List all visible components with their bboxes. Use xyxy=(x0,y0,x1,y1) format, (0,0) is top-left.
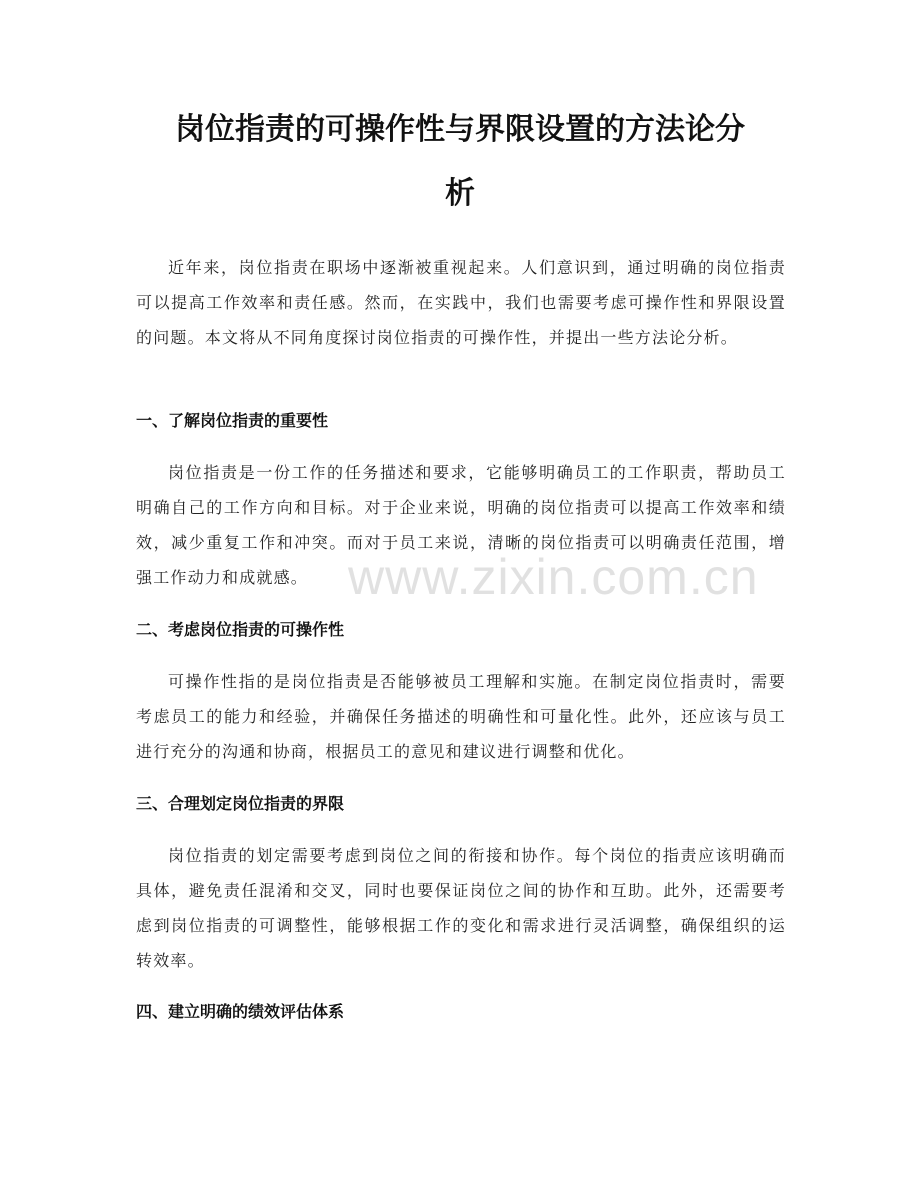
section-heading-4: 四、建立明确的绩效评估体系 xyxy=(136,1002,345,1021)
section-body-3: 岗位指责的划定需要考虑到岗位之间的衔接和协作。每个岗位的指责应该明确而具体，避免责任混淆和交叉，同时也要保证岗位之间的协作和互助。此外，还需要考虑到岗位指责的可调整性，能够根据工作的变化和需求进行灵活调整，确保组织的运转效率。 xyxy=(136,846,786,970)
watermark-text: www.zixin.com.cn xyxy=(348,549,759,605)
section-body-2: 可操作性指的是岗位指责是否能够被员工理解和实施。在制定岗位指责时，需要考虑员工的能力和经验，并确保任务描述的明确性和可量化性。此外，还应该与员工进行充分的沟通和协商，根据员工的意见和建议进行调整和优化。 xyxy=(136,672,786,761)
section-heading-2: 二、考虑岗位指责的可操作性 xyxy=(136,620,345,639)
document-title-line2: 析 xyxy=(445,176,475,211)
section-heading-3: 三、合理划定岗位指责的界限 xyxy=(136,794,345,813)
section-heading-1: 一、了解岗位指责的重要性 xyxy=(136,411,329,430)
document-title-line1: 岗位指责的可操作性与界限设置的方法论分 xyxy=(175,112,745,147)
section-body-1: 岗位指责是一份工作的任务描述和要求，它能够明确员工的工作职责，帮助员工明确自己的工作方向和目标。对于企业来说，明确的岗位指责可以提高工作效率和绩效，减少重复工作和冲突。而对于员工来说，清晰的岗位指责可以明确责任范围，增强工作动力和成就感。 xyxy=(136,463,786,587)
intro-paragraph: 近年来，岗位指责在职场中逐渐被重视起来。人们意识到，通过明确的岗位指责可以提高工作效率和责任感。然而，在实践中，我们也需要考虑可操作性和界限设置的问题。本文将从不同角度探讨岗位指责的可操作性，并提出一些方法论分析。 xyxy=(136,258,786,347)
